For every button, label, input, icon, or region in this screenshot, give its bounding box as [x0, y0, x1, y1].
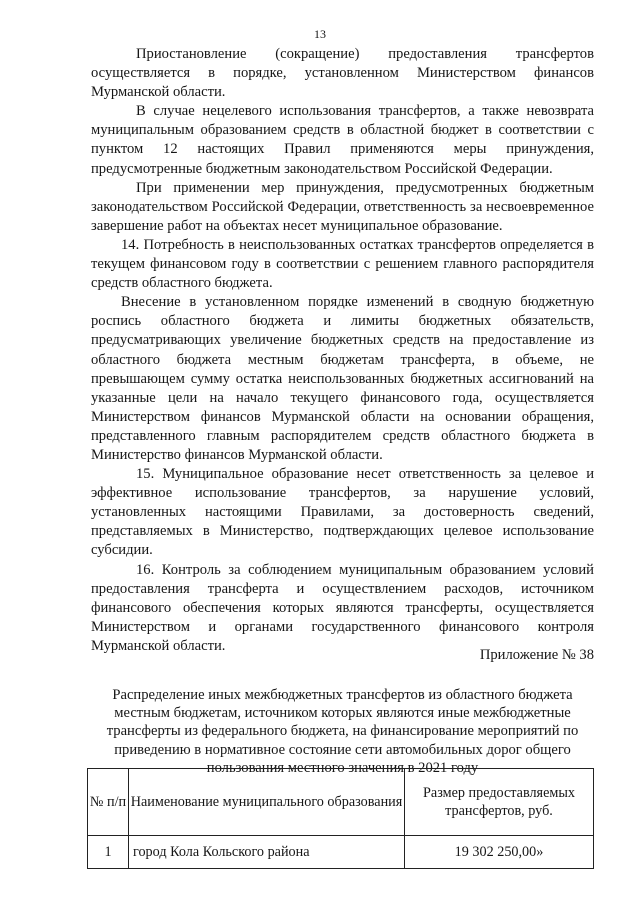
paragraph-item-16: 16. Контроль за соблюдением муниципальным образованием условий предоставления трансферта и осуществлением расходов, источником финансового обеспечения которых являются трансферты, осуществляется Министерством и органами государственного финансового контроля Мурманской области. — [91, 561, 594, 654]
paragraph-budget-changes: Внесение в установленном порядке изменений в сводную бюджетную роспись областного бюджета и лимиты бюджетных обязательств, предусматривающих увеличение бюджетных средств на предоставление из областного бюджета местным бюджетам трансферта, в объеме, не превышающем сумму остатка неиспользованных бюджетных ассигнований на указанные цели на начало текущего финансового года, осуществляется Министерством финансов Мурманской области на основании обращения, представленного главным распорядителем средств областного бюджета в Министерство финансов Мурманской области. — [91, 294, 594, 463]
header-num: № п/п — [88, 769, 129, 836]
paragraph-item-14: 14. Потребность в неиспользованных остатках трансфертов определяется в текущем финансовом году в соответствии с решением главного распорядителя средств областного бюджета. — [91, 236, 594, 292]
paragraph-item-15: 15. Муниципальное образование несет ответственность за целевое и эффективное использование трансфертов, за нарушение условий, установленных настоящими Правилами, за достоверность сведений, представляемых в Министерство, подтверждающих целевое использование субсидии. — [91, 466, 594, 559]
paragraph-misuse: В случае нецелевого использования трансфертов, а также невозврата муниципальным образованием средств в областной бюджет в соответствии с пунктом 12 настоящих Правил применяются меры принуждения, предусмотренные бюджетным законодательством Российской Федерации. — [91, 103, 594, 177]
body-text — [91, 45, 594, 656]
appendix-title: Распределение иных межбюджетных трансфертов из областного бюджета местным бюджетам, источником которых являются иные межбюджетные трансферты из федерального бюджета, на финансирование мероприятий по приведению в нормативное состояние сети автомобильных дорог общего пользования местного значения в 2021 году — [106, 687, 579, 776]
header-amount: Размер предоставляемых трансфертов, руб. — [405, 769, 594, 836]
paragraph-coercion: При применении мер принуждения, предусмотренных бюджетным законодательством Российской Федерации, ответственность за несвоевременное завершение работ на объектах несет муниципальное образование. — [91, 179, 594, 234]
row-num: 1 — [88, 836, 129, 869]
row-name: город Кола Кольского района — [129, 836, 405, 869]
table-header-row — [88, 769, 594, 836]
appendix-label: Приложение № 38 — [479, 647, 594, 663]
table-row — [88, 836, 594, 869]
allocation-table — [87, 768, 594, 869]
paragraph-suspension: Приостановление (сокращение) предоставления трансфертов осуществляется в порядке, установленном Министерством финансов Мурманской области. — [91, 46, 594, 101]
page-number: 13 — [314, 27, 326, 41]
header-name: Наименование муниципального образования — [129, 769, 405, 836]
row-amount: 19 302 250,00» — [405, 836, 594, 869]
